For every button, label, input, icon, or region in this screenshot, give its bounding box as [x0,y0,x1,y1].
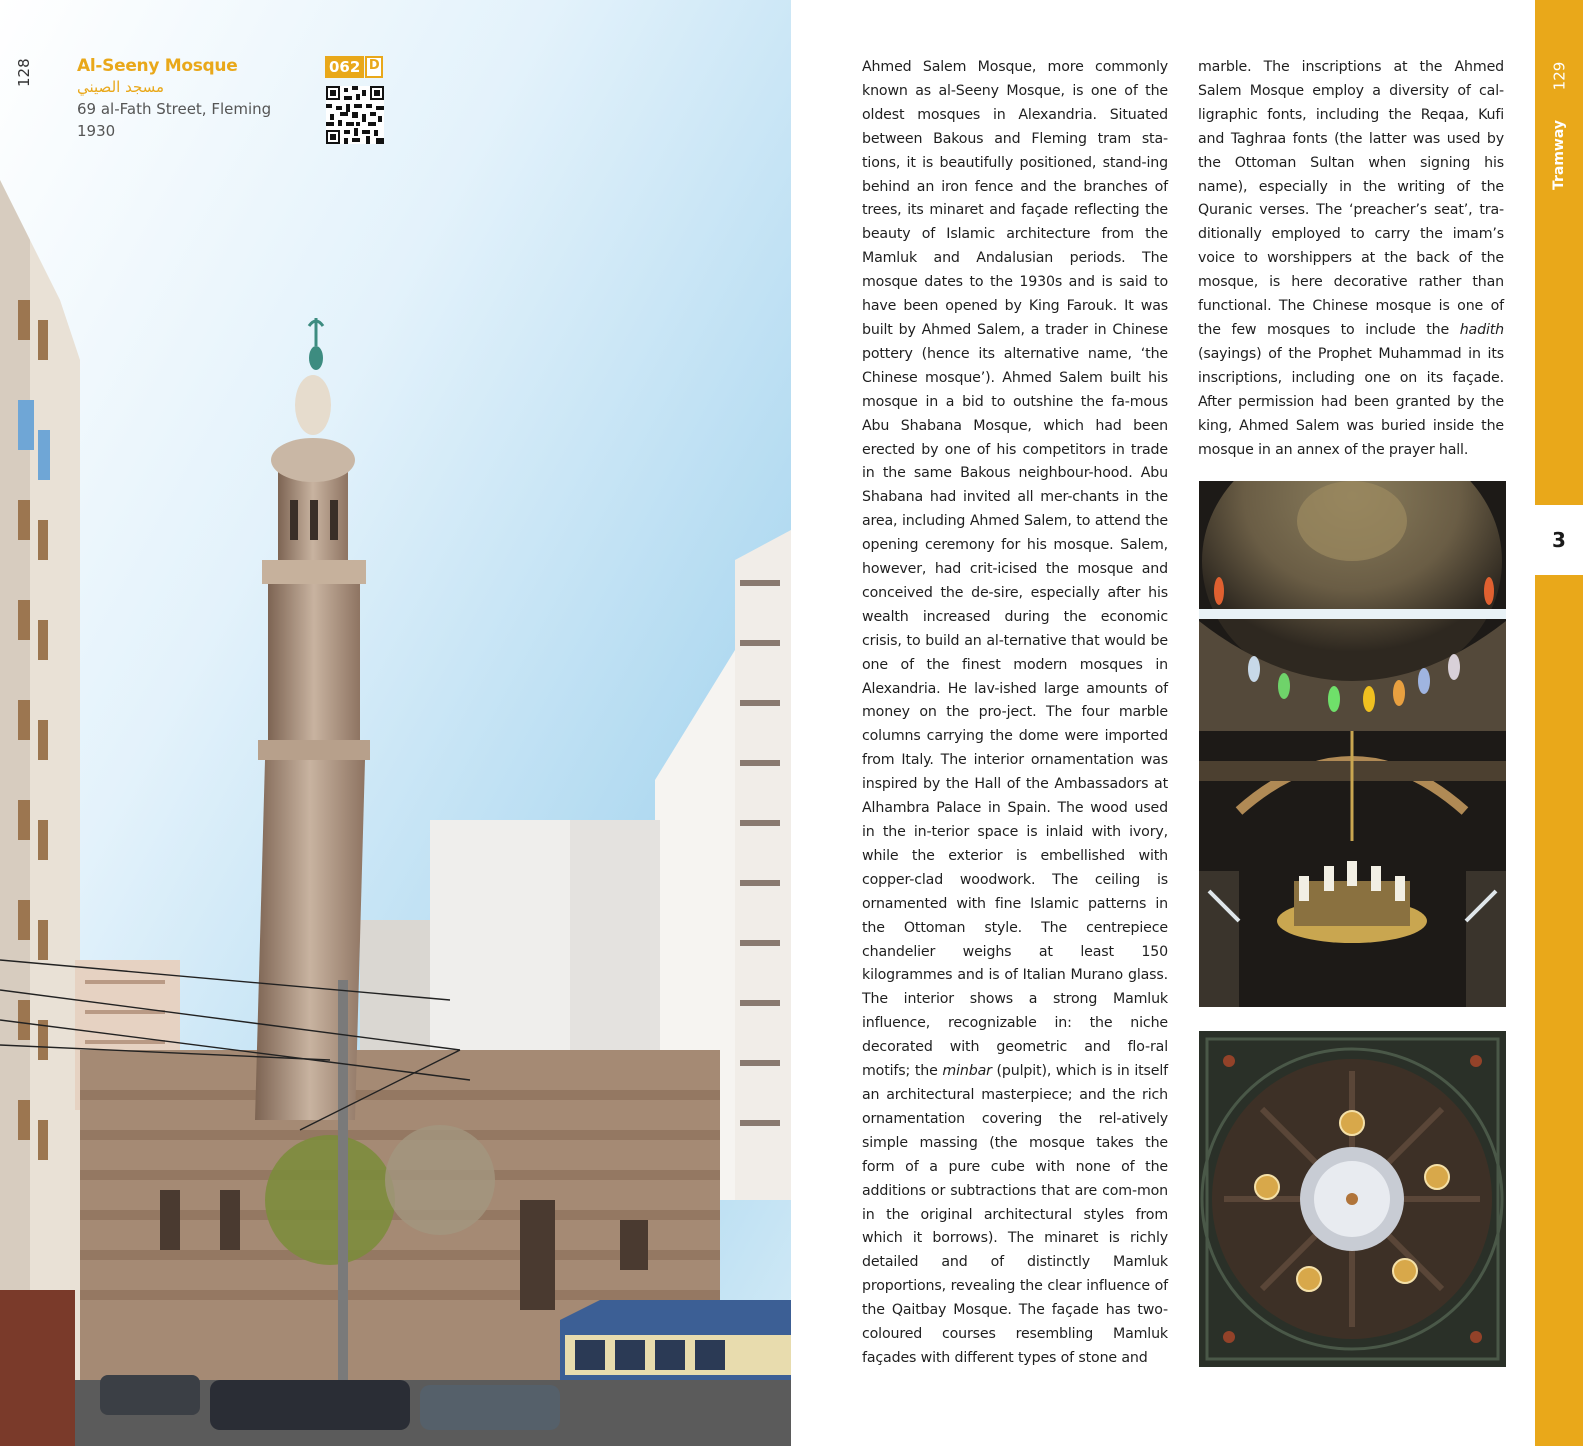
article-column-1: Ahmed Salem Mosque, more commonly known as al-Seeny Mosque, is one of the oldest mosques in Alexandria. Situated between Bakous and Fleming tram sta-tions, it is beautifully positioned, stand-ing behind an iron fence and the branches of trees, its minaret and façade reflecting the beauty of Islamic architecture from the Mamluk and Andalusian periods. The mosque dates to the 1930s and is said to have been opened by King Farouk. It was built by Ahmed Salem, a trader in Chinese pottery (hence its alternative name, ‘the Chinese mosque’). Ahmed Salem built his mosque in a bid to outshine the fa-mous Abu Shabana Mosque, which had been erected by one of his competitors in trade in the same Bakous neighbour-hood. Abu Shabana had invited all mer-chants in the area, including Ahmed Salem, to attend the opening ceremony for his mosque. Salem, however, had crit-icised the mosque and conceived the de-sire, especially after his wealth increased during the economic crisis, to build an al-ternative that would be one of the finest modern mosques in Alexandria. He lav-ished large amounts of money on the pro-ject. The four marble columns carrying the dome were imported from Italy. The interior ornamentation was inspired by the Hall of the Ambassadors at Alhambra Palace in Spain. The wood used in the in-terior space is inlaid with ivory, while the exterior is embellished with copper-clad woodwork. The ceiling is ornamented with fine Islamic patterns in the Ottoman style. The centrepiece chandelier weighs at least 150 kilogrammes and is of Italian Murano glass. The interior shows a strong Mamluk influence, recognizable in: the niche decorated with geometric and flo-ral motifs; the minbar (pulpit), which is in itself an architectural masterpiece; and the rich ornamentation covering the rel-atively simple massing (the mosque takes the form of a pure cube with none of the additions or subtractions that are com-mon in the original architectural styles from which it borrows). The minaret is richly detailed and of distinctly Mamluk proportions, revealing the clear influence of the Qaitbay Mosque. The façade has two-coloured courses resembling Mamluk façades with different types of stone and [862,59,1168,1366]
page-number-right-text: 129 [1549,61,1568,91]
entry-header [77,56,317,140]
section-label [1535,110,1583,200]
entry-title: Al-Seeny Mosque [77,56,238,76]
qr-code-icon[interactable] [326,86,384,144]
entry-year: 1930 [77,122,116,140]
entry-badge [325,56,383,78]
entry-number: 062 [325,56,364,78]
mosque-ceiling-chandelier-photo [1199,1031,1506,1367]
chapter-number: 3 [1552,528,1566,552]
section-label-text: Tramway [1551,119,1567,191]
page-number-right [1535,56,1583,96]
chapter-sidebar [1535,0,1583,1446]
page-number-left: 128 [15,58,33,87]
mosque-exterior-photo [0,0,791,1446]
article-column-2: marble. The inscriptions at the Ahmed Salem Mosque employ a diversity of cal-ligraphic fonts, including the Reqaa, Kufi and Taghraa fonts (the latter was used by the Ottoman Sultan when signing his name), especially in the writing of the Quranic verses. The ‘preacher’s seat’, tra-ditionally employed to carry the imam’s voice to worshippers at the back of the mosque, is here decorative rather than functional. The Chinese mosque is one of the few mosques to include the hadith (sayings) of the Prophet Muhammad in its inscriptions, including one on its façade. After permission had been granted by the king, Ahmed Salem was buried inside the mosque in an annex of the prayer hall. [1198,59,1504,458]
entry-address: 69 al-Fath Street, Fleming [77,100,272,118]
mosque-interior-dome-photo [1199,481,1506,1007]
entry-title-arabic: مسجد الصيني [77,78,165,96]
entry-zone-letter: D [365,56,383,78]
chapter-tab[interactable] [1535,505,1583,575]
